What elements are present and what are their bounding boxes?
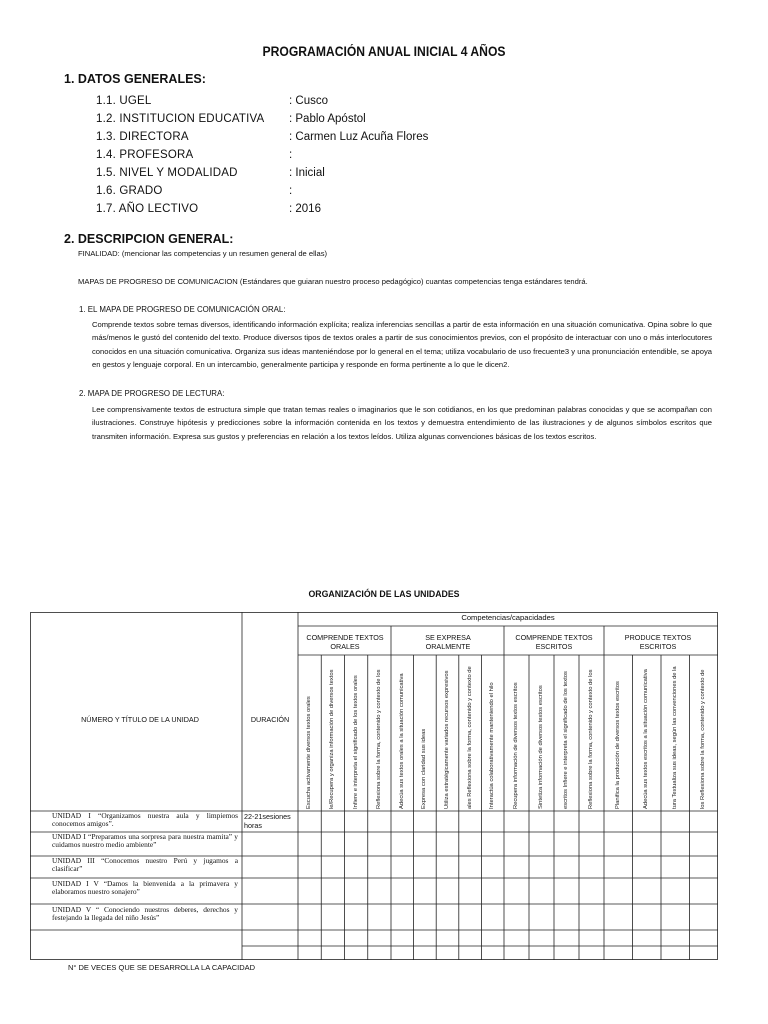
mapas-text: MAPAS DE PROGRESO DE COMUNICACION (Estándares que guiaran nuestro proceso pedagógico) cuantas competencias tenga estándares tendrá. [78, 277, 588, 286]
capacidad-label: escritos Infiere e interpreta el significado de los textos [563, 671, 569, 809]
footer-note: N° DE VECES QUE SE DESARROLLA LA CAPACIDAD [68, 963, 256, 972]
datos-label: 1.7. AÑO LECTIVO [96, 203, 199, 215]
group-header: COMPRENDE TEXTOS ESCRITOS [515, 633, 593, 651]
mapa-lectura-text: Lee comprensivamente textos de estructura simple que tratan temas reales o imaginarios que le son cotidianos, en los que predominan palabras conocidas y que se acompañan con ilustraciones. Construye hipótesis y predicciones sobre la información contenida en los textos y demuestra entendimiento de las ilustraciones y de algunos símbolos escritos que transmiten información. Expresa sus gustos y preferencias en relación a los textos leídos. Utiliza algunas convenciones básicas de los textos escritos. [92, 405, 712, 441]
unit-title: UNIDAD V “ Conociendo nuestros deberes, derechos y festejando la llegada del niño Jesús” [52, 905, 238, 923]
capacidad-label: Recupera información de diversos textos escritos [513, 682, 519, 809]
capacidad-label: Escucha activamente diversos textos orales [306, 696, 313, 809]
unit-title: UNIDAD III “Conocemos nuestro Perú y jugamos a clasificar” [52, 856, 238, 874]
datos-value: : 2016 [289, 203, 321, 215]
unit-title: UNIDAD I “Preparamos una sorpresa para nuestra mamita” y cuidamos nuestro medio ambiente” [52, 832, 238, 850]
group-header: SE EXPRESA ORALMENTE [425, 633, 471, 651]
datos-value: : Cusco [289, 95, 328, 107]
capacidad-label: Reflexiona sobre la forma, contenido y contexto de los [588, 669, 594, 809]
datos-generales-heading: 1. DATOS GENERALES: [64, 72, 206, 86]
datos-value: : [289, 185, 293, 197]
capacidad-label: Interactúa colaborativamente manteniendo el hilo [489, 682, 496, 809]
datos-label: 1.4. PROFESORA [96, 149, 194, 161]
capacidad-label: Adecúa sus textos orales a la situación comunicativa [398, 673, 405, 809]
unit-duracion: 22-21sesiones horas [244, 812, 291, 830]
capacidad-label: tura Textualiza sus ideas, según las convenciones de la [671, 666, 678, 809]
col-unidad-header: NÚMERO Y TÍTULO DE LA UNIDAD [81, 715, 199, 724]
capacidad-label: ales Reflexiona sobre la forma, contenido y contexto de [466, 666, 473, 809]
capacidad-label: Utiliza estratégicamente variados recursos expresivos [444, 670, 450, 809]
descripcion-heading: 2. DESCRIPCION GENERAL: [64, 232, 234, 246]
datos-label: 1.3. DIRECTORA [96, 131, 189, 143]
datos-label: 1.1. UGEL [96, 95, 152, 107]
capacidad-label: le/Recupera y organiza información de diversos textos [329, 669, 336, 809]
capacidad-label: Sintetiza información de diversos textos escritos [538, 685, 544, 809]
unit-title: UNIDAD I “Organizamos nuestra aula y limpiemos conocemos amigos”. [52, 811, 238, 829]
datos-value: : [289, 149, 293, 161]
unidades-table [30, 612, 718, 960]
capacidad-label: Adecúa sus textos escritos a la situación comunicativa [643, 669, 650, 809]
finalidad-text: FINALIDAD: (mencionar las competencias y un resumen general de ellas) [78, 249, 328, 258]
col-duracion-header: DURACIÓN [250, 715, 290, 724]
capacidad-label: Planifica la producción de diversos textos escritos [614, 681, 621, 809]
organizacion-title: ORGANIZACIÓN DE LAS UNIDADES [308, 589, 460, 600]
page-title: PROGRAMACIÓN ANUAL INICIAL 4 AÑOS [262, 44, 506, 59]
datos-value: : Inicial [289, 167, 325, 179]
capacidad-label: Expresa con claridad sus ideas [421, 728, 428, 809]
unit-title: UNIDAD I V “Damos la bienvenida a la primavera y elaboramos nuestro sonajero” [52, 879, 238, 897]
datos-value: : Carmen Luz Acuña Flores [289, 131, 429, 143]
competencias-header: Competencias/capacidades [461, 613, 555, 622]
group-header: PRODUCE TEXTOS ESCRITOS [624, 633, 692, 651]
datos-value: : Pablo Apóstol [289, 113, 366, 125]
capacidad-label: Infiere e interpreta el significado de los textos orales [352, 675, 359, 809]
mapa-oral-heading: 1. EL MAPA DE PROGRESO DE COMUNICACIÓN ORAL: [79, 305, 286, 314]
mapa-oral-text: Comprende textos sobre temas diversos, identificando información explícita; realiza inferencias sencillas a partir de esta información en una situación comunicativa. Opina sobre lo que más/menos le gustó del contenido del texto. Produce diversos tipos de textos orales a partir de sus conocimientos previos, con el propósito de interactuar con uno o más interlocutores conocidos en una situación comunicativa. Organiza sus ideas manteniéndose por lo general en el tema; utiliza vocabulario de uso frecuente3 y una pronunciación entendible, se apoya en gestos y lenguaje corporal. En un intercambio, generalmente participa y responde en forma pertinente a lo que le dicen2. [92, 320, 712, 369]
mapa-lectura-heading: 2. MAPA DE PROGRESO DE LECTURA: [79, 389, 225, 398]
datos-label: 1.5. NIVEL Y MODALIDAD [96, 167, 238, 179]
capacidad-label: Reflexiona sobre la forma, contenido y contexto de los [375, 669, 382, 809]
group-header: COMPRENDE TEXTOS ORALES [306, 633, 384, 651]
datos-label: 1.2. INSTITUCION EDUCATIVA [96, 113, 265, 125]
datos-label: 1.6. GRADO [96, 185, 163, 197]
capacidad-label: los Reflexiona sobre la forma, contenido y contexto de [700, 669, 707, 809]
